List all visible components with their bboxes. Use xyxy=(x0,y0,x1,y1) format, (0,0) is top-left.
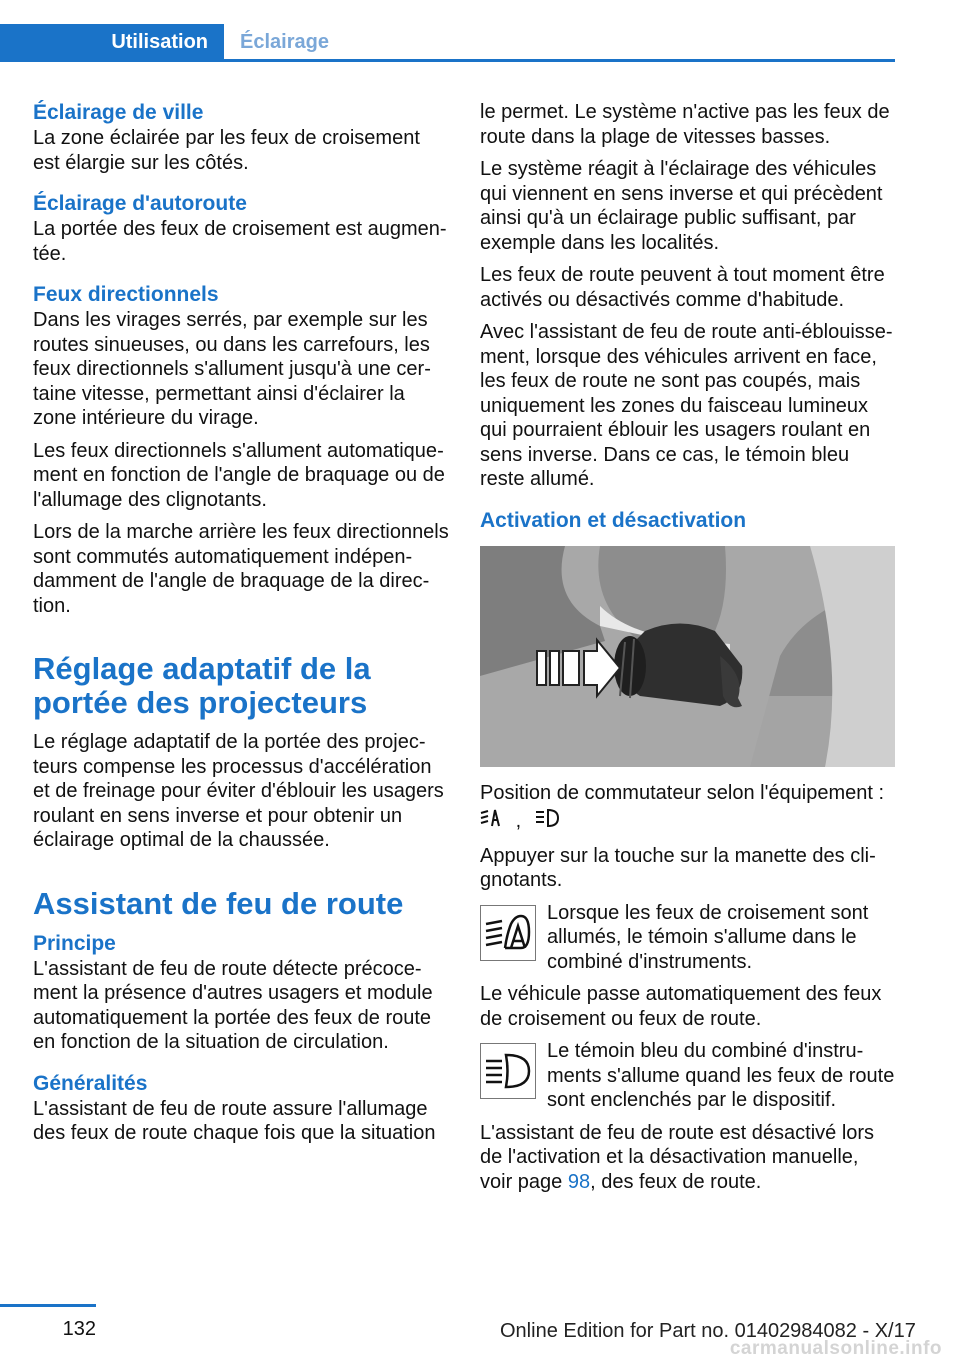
paragraph-system-reacts: Le système réagit à l'éclairage des véhicules qui viennent en sens inverse et qui précèdent ainsi qu'à un éclairage public suffisant, par exemple dans les localités. xyxy=(480,158,883,254)
edition-label: Online Edition for Part no. 01402984082 - X/17 xyxy=(500,1320,916,1342)
switch-position-text: Position de commutateur selon l'équipement : xyxy=(480,781,885,804)
indicator-text-1 xyxy=(547,901,896,975)
paragraph-cornering-1: Dans les virages serrés, par exemple sur les routes sinueuses, ou dans les carrefours, les feux directionnels s'allument jusqu'à une certaine vitesse, permettant ainsi d'éclairer la zone intérieure du virage. xyxy=(33,309,431,429)
paragraph-indicator-low-beam: Lorsque les feux de croisement sont allumés, le témoin s'allume dans le combiné d'instruments. xyxy=(547,901,869,973)
footer-rule xyxy=(0,1304,96,1307)
topic-tab[interactable]: Éclairage xyxy=(240,31,329,53)
high-beam-assistant-symbol-icon xyxy=(480,807,504,836)
header-rule xyxy=(0,59,895,62)
paragraph-manual-override: Les feux de route peuvent à tout moment être activés ou désactivés comme d'habitude. xyxy=(480,264,885,311)
paragraph-highway-lighting: La portée des feux de croisement est augmentée. xyxy=(33,218,447,265)
paragraph-deactivation xyxy=(480,1121,896,1195)
high-beam-indicator-icon xyxy=(480,1043,536,1099)
paragraph-continued: le permet. Le système n'active pas les feux de route dans la plage de vitesses basses. xyxy=(480,101,890,148)
high-beam-assistant-indicator-icon xyxy=(480,905,536,961)
deactivation-text: L'assistant de feu de route est désactivé lors de l'activation et la désactivation manuelle, voir page xyxy=(480,1121,875,1193)
heading-high-beam-assistant: Assistant de feu de route xyxy=(33,885,404,921)
paragraph-cornering-2: Les feux directionnels s'allument automatiquement en fonction de l'angle de braquage ou de l'allumage des clignotants. xyxy=(33,439,445,511)
indicator-row-1 xyxy=(480,901,896,975)
heading-highway-lighting: Éclairage d'autoroute xyxy=(33,192,247,215)
page-number: 132 xyxy=(62,1318,96,1340)
paragraph-general: L'assistant de feu de route assure l'allumage des feux de route chaque fois que la situation xyxy=(33,1097,436,1144)
deactivation-text-end: , des feux de route. xyxy=(590,1170,762,1193)
section-tab[interactable]: Utilisation xyxy=(0,24,224,60)
page-reference-link[interactable]: 98 xyxy=(567,1170,591,1193)
symbol-separator: , xyxy=(515,809,522,832)
paragraph-city-lighting: La zone éclairée par les feux de croisement est élargie sur les côtés. xyxy=(33,127,420,174)
paragraph-switch-position xyxy=(480,781,896,806)
heading-city-lighting: Éclairage de ville xyxy=(33,101,204,124)
turn-signal-lever-photo xyxy=(480,546,895,767)
paragraph-adaptive-range: Le réglage adaptatif de la portée des projecteurs compense les processus d'accélération et de freinage pour éviter d'éblouir les usagers roulant en sens inverse et pour obtenir un éclairage optimal de la chaussée. xyxy=(33,731,444,851)
heading-general: Généralités xyxy=(33,1071,148,1095)
paragraph-auto-switch: Le véhicule passe automatiquement des feux de croisement ou feux de route. xyxy=(480,983,882,1030)
paragraph-principle: L'assistant de feu de route détecte précocement la présence d'autres usagers et module automatiquement la portée des feux de route en fonction de la situation de circulation. xyxy=(33,957,433,1053)
lever-illustration xyxy=(480,546,895,767)
heading-activation: Activation et désactivation xyxy=(480,508,747,532)
watermark: carmanualsonline.info xyxy=(729,1338,942,1359)
paragraph-cornering-3: Lors de la marche arrière les feux directionnels sont commutés automatiquement indépendamment de l'angle de braquage de la direction. xyxy=(33,521,449,617)
switch-symbols-row xyxy=(480,807,896,836)
heading-adaptive-range: Réglage adaptatif de la portée des projecteurs xyxy=(33,651,371,720)
high-beam-symbol-icon xyxy=(535,807,559,836)
paragraph-anti-glare: Avec l'assistant de feu de route anti-éblouissement, lorsque des véhicules arrivent en face, les feux de route ne sont pas coupés, mais uniquement les zones du faisceau lumineux qui pourraient éblouir les usagers roulant en sens inverse. Dans ce cas, le témoin bleu reste allumé. xyxy=(480,321,893,490)
header-tabs xyxy=(0,0,895,62)
indicator-row-2 xyxy=(480,1039,896,1113)
heading-principle: Principe xyxy=(33,931,116,955)
left-column xyxy=(33,100,449,1154)
indicator-text-2 xyxy=(547,1039,896,1113)
right-column xyxy=(480,100,896,1202)
heading-cornering-lights: Feux directionnels xyxy=(33,283,219,306)
paragraph-indicator-high-beam: Le témoin bleu du combiné d'instruments s'allume quand les feux de route sont enclenchés par le dispositif. xyxy=(547,1040,895,1111)
paragraph-press-button: Appuyer sur la touche sur la manette des clignotants. xyxy=(480,844,876,891)
